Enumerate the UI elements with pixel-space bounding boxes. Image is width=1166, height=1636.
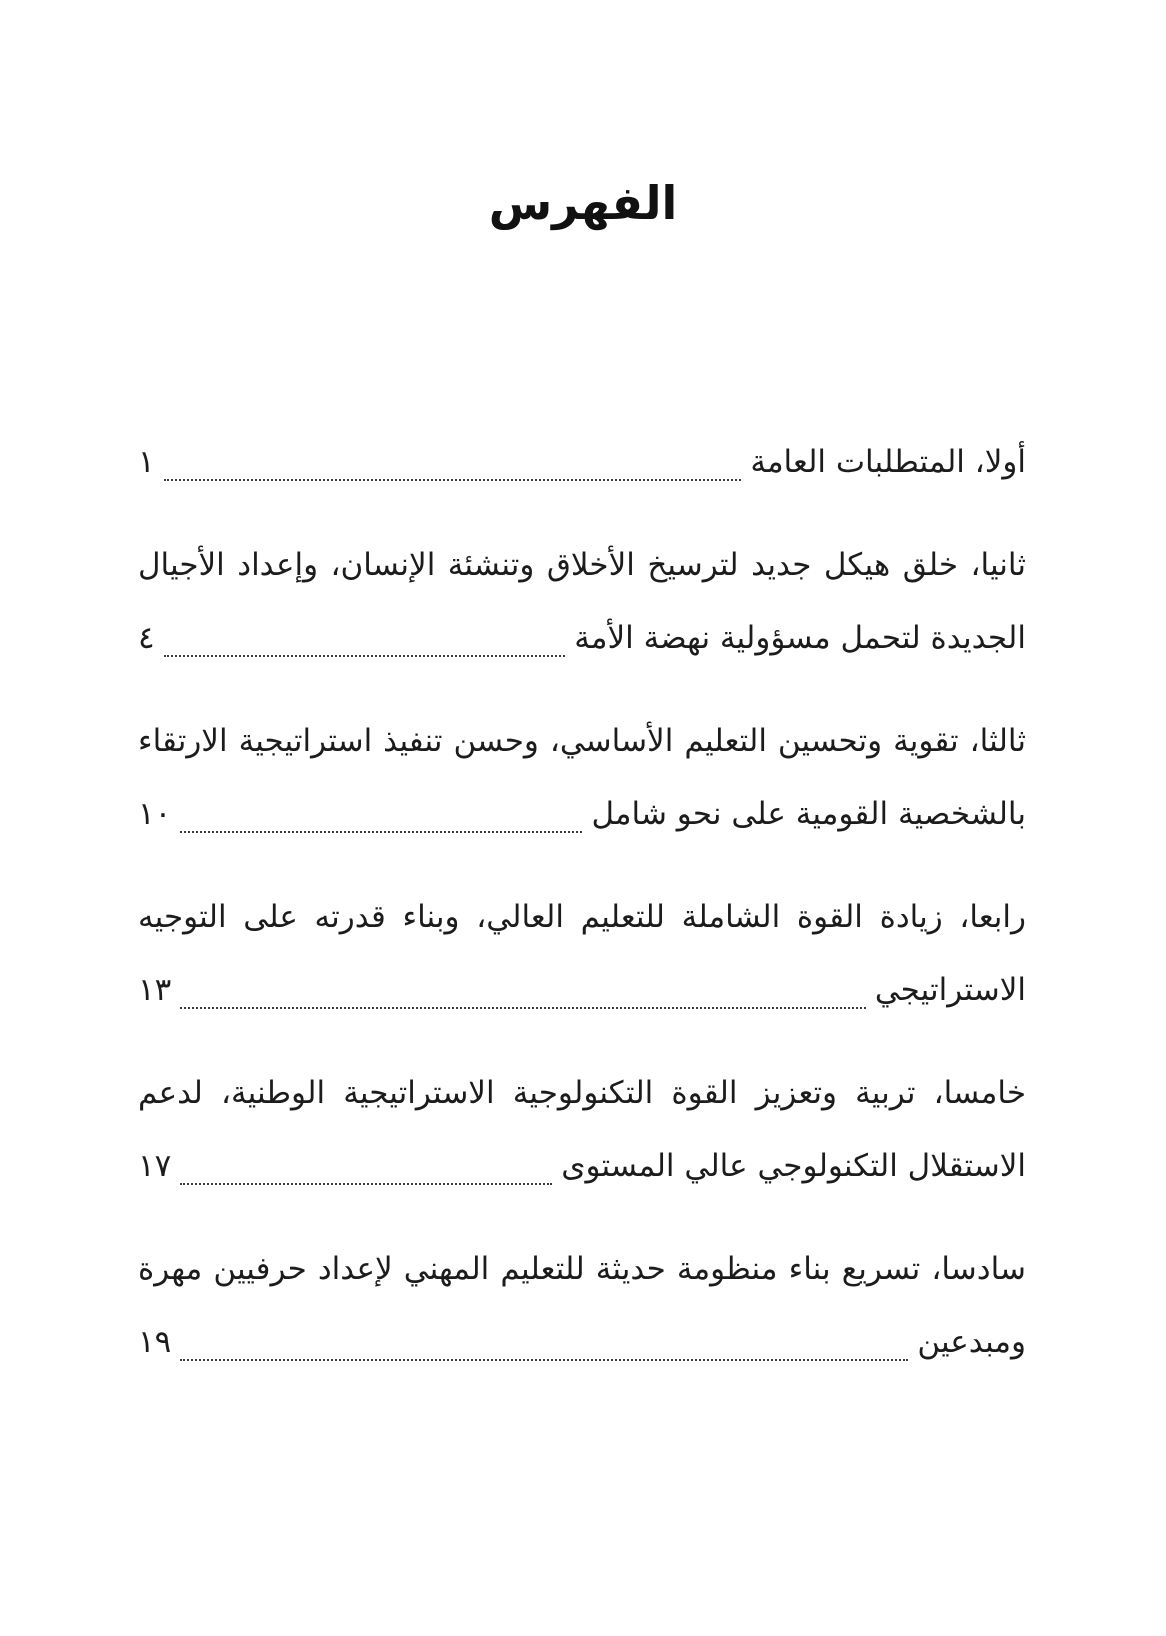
toc-entry-text-line: الجديدة لتحمل مسؤولية نهضة الأمة — [574, 620, 1026, 656]
page-number: ١ — [138, 444, 155, 480]
dot-leader — [180, 1007, 866, 1009]
toc-entry-leader-row — [138, 1130, 1026, 1203]
toc-entry — [138, 1057, 1026, 1203]
toc-entry — [138, 426, 1026, 499]
toc-entry-text-line: الاستراتيجي — [874, 972, 1026, 1008]
toc-entry-leader-row — [138, 602, 1026, 675]
dot-leader — [180, 831, 582, 833]
toc-entry — [138, 705, 1026, 851]
toc-entry-text-line: ومبدعين — [917, 1324, 1026, 1360]
page-number: ٤ — [138, 620, 155, 656]
toc-entry-text-line: بالشخصية القومية على نحو شامل — [591, 796, 1026, 832]
dot-leader — [164, 479, 742, 481]
toc-entry-leader-row — [138, 778, 1026, 851]
toc-entry — [138, 881, 1026, 1027]
page-title: الفهرس — [488, 176, 678, 230]
toc-entry-text-line: الاستقلال التكنولوجي عالي المستوى — [561, 1148, 1026, 1184]
toc-entry-leader-row — [138, 954, 1026, 1027]
dot-leader — [180, 1183, 552, 1185]
toc-entry-text-line: ثانيا، خلق هيكل جديد لترسيخ الأخلاق وتنشئة الإنسان، وإعداد الأجيال — [138, 547, 1026, 583]
dot-leader — [164, 655, 566, 657]
page-number: ١٩ — [138, 1324, 172, 1360]
page-number: ١٣ — [138, 972, 172, 1008]
toc-entry-text-line: ثالثا، تقوية وتحسين التعليم الأساسي، وحسن تنفيذ استراتيجية الارتقاء — [138, 723, 1026, 759]
toc-entry-text-line: سادسا، تسريع بناء منظومة حديثة للتعليم المهني لإعداد حرفيين مهرة — [138, 1251, 1026, 1287]
toc-entry-leader-row — [138, 1306, 1026, 1379]
page-number: ١٧ — [138, 1148, 172, 1184]
toc-entry-text-line: أولا، المتطلبات العامة — [750, 444, 1026, 480]
toc-entry — [138, 1233, 1026, 1379]
toc-entry-text-line: رابعا، زيادة القوة الشاملة للتعليم العالي، وبناء قدرته على التوجيه — [138, 899, 1026, 935]
table-of-contents — [138, 426, 1026, 1379]
dot-leader — [180, 1359, 908, 1361]
page-number: ١٠ — [138, 796, 172, 832]
toc-entry-text-line: خامسا، تربية وتعزيز القوة التكنولوجية الاستراتيجية الوطنية، لدعم — [138, 1075, 1026, 1111]
toc-entry-leader-row — [138, 426, 1026, 499]
toc-entry — [138, 529, 1026, 675]
